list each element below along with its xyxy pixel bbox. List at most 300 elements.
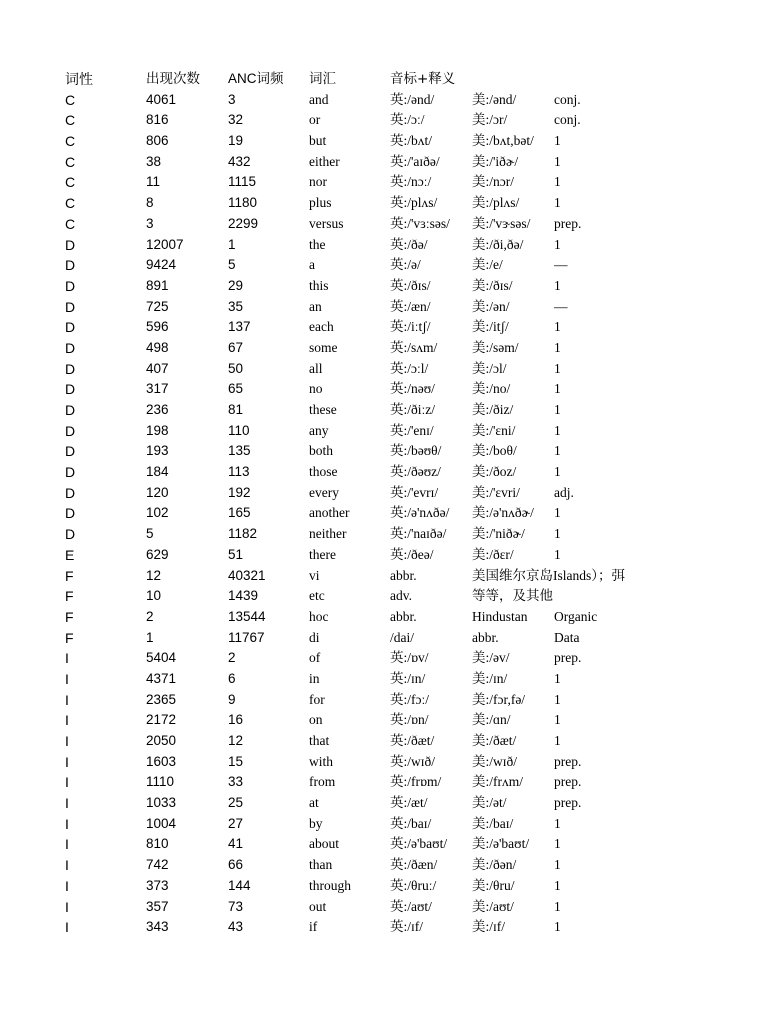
cell-us-phonetic: Hindustan bbox=[472, 608, 528, 624]
cell-pos: I bbox=[65, 670, 69, 687]
cell-uk-phonetic: 英:/'aɪðə/ bbox=[390, 153, 440, 169]
table-row bbox=[65, 379, 725, 400]
table-row bbox=[65, 731, 725, 752]
cell-gloss: — bbox=[554, 298, 568, 314]
cell-pos: I bbox=[65, 877, 69, 894]
cell-gloss: 1 bbox=[554, 236, 561, 252]
cell-anc-rank: 50 bbox=[228, 360, 244, 376]
cell-us-phonetic: 美:/ən/ bbox=[472, 298, 510, 314]
cell-us-phonetic: 美:/ə'baʊt/ bbox=[472, 836, 530, 852]
table-row bbox=[65, 297, 725, 318]
table-row bbox=[65, 566, 725, 587]
cell-us-phonetic: 美:/boθ/ bbox=[472, 443, 517, 459]
table-row bbox=[65, 690, 725, 711]
cell-frequency: 891 bbox=[146, 277, 169, 293]
table-row bbox=[65, 193, 725, 214]
cell-anc-rank: 32 bbox=[228, 112, 244, 128]
cell-gloss: Organic bbox=[554, 608, 598, 624]
cell-us-phonetic: 美:/ɪf/ bbox=[472, 919, 505, 935]
cell-us-phonetic: 美:/ðæt/ bbox=[472, 733, 517, 748]
cell-word: in bbox=[309, 670, 320, 686]
cell-word: those bbox=[309, 464, 338, 480]
cell-gloss: prep. bbox=[554, 795, 582, 811]
cell-frequency: 184 bbox=[146, 464, 169, 480]
cell-uk-phonetic: 英:/frɒm/ bbox=[390, 774, 442, 790]
cell-gloss: 1 bbox=[554, 464, 561, 480]
cell-us-phonetic: 美:/ðɪs/ bbox=[472, 277, 513, 293]
cell-us-phonetic: 美:/ðoz/ bbox=[472, 464, 517, 480]
cell-word: each bbox=[309, 319, 334, 335]
cell-us-phonetic: 美:/e/ bbox=[472, 257, 503, 273]
cell-anc-rank: 113 bbox=[228, 464, 250, 480]
cell-word: but bbox=[309, 133, 327, 149]
cell-anc-rank: 6 bbox=[228, 670, 236, 686]
cell-pos: I bbox=[65, 774, 69, 791]
cell-frequency: 5 bbox=[146, 526, 154, 542]
cell-gloss: conj. bbox=[554, 91, 581, 107]
cell-frequency: 12007 bbox=[146, 236, 184, 252]
cell-us-phonetic: 美:/ðiz/ bbox=[472, 402, 514, 417]
cell-frequency: 2365 bbox=[146, 691, 177, 707]
cell-us-phonetic: 美:/ɔl/ bbox=[472, 360, 507, 376]
table-row bbox=[65, 400, 725, 421]
cell-uk-phonetic: abbr. bbox=[390, 567, 417, 583]
cell-word: this bbox=[309, 277, 329, 293]
table-row bbox=[65, 814, 725, 835]
header-frequency: 出现次数 bbox=[146, 71, 200, 86]
table-row bbox=[65, 255, 725, 276]
cell-us-phonetic: 等等，及其他 bbox=[472, 588, 553, 604]
table-row bbox=[65, 917, 725, 938]
cell-word: no bbox=[309, 381, 323, 397]
table-row bbox=[65, 90, 725, 111]
cell-gloss: 1 bbox=[554, 877, 561, 893]
cell-gloss: 1 bbox=[554, 360, 561, 376]
cell-anc-rank: 5 bbox=[228, 257, 236, 273]
table-row bbox=[65, 152, 725, 173]
cell-us-phonetic: 美:/'iðɚ/ bbox=[472, 153, 519, 169]
cell-anc-rank: 11767 bbox=[228, 629, 265, 645]
cell-us-phonetic: 美:/θru/ bbox=[472, 877, 515, 893]
cell-us-phonetic: 美:/fɔr,fə/ bbox=[472, 691, 526, 707]
cell-pos: C bbox=[65, 112, 76, 129]
table-row bbox=[65, 317, 725, 338]
cell-anc-rank: 51 bbox=[228, 546, 244, 562]
cell-uk-phonetic: 英:/æn/ bbox=[390, 298, 431, 314]
cell-word: nor bbox=[309, 174, 327, 190]
cell-frequency: 12 bbox=[146, 567, 162, 583]
table-row bbox=[65, 897, 725, 918]
table-row bbox=[65, 628, 725, 649]
cell-gloss: 1 bbox=[554, 836, 561, 852]
header-word: 词汇 bbox=[309, 71, 336, 87]
cell-anc-rank: 33 bbox=[228, 774, 244, 790]
cell-us-phonetic: 美:/wɪð/ bbox=[472, 753, 518, 769]
cell-us-phonetic: 美:/ənd/ bbox=[472, 91, 517, 107]
cell-word: at bbox=[309, 795, 319, 811]
cell-uk-phonetic: 英:/ɒv/ bbox=[390, 650, 429, 666]
cell-gloss: prep. bbox=[554, 774, 582, 790]
cell-gloss: 1 bbox=[554, 857, 561, 873]
cell-anc-rank: 1115 bbox=[228, 174, 257, 190]
cell-gloss: 1 bbox=[554, 153, 561, 169]
cell-us-phonetic: 美:/səm/ bbox=[472, 339, 519, 355]
cell-word: for bbox=[309, 691, 325, 707]
cell-word: a bbox=[309, 257, 315, 273]
cell-uk-phonetic: 英:/wɪð/ bbox=[390, 753, 436, 769]
cell-gloss: 1 bbox=[554, 898, 561, 914]
cell-pos: D bbox=[65, 526, 76, 543]
cell-pos: C bbox=[65, 215, 76, 232]
cell-pos: D bbox=[65, 360, 76, 377]
cell-word: these bbox=[309, 402, 337, 417]
cell-pos: D bbox=[65, 257, 76, 274]
cell-gloss: 1 bbox=[554, 546, 561, 562]
cell-uk-phonetic: 英:/æt/ bbox=[390, 795, 428, 811]
cell-word: if bbox=[309, 919, 318, 935]
table-row bbox=[65, 855, 725, 876]
table-row bbox=[65, 648, 725, 669]
cell-frequency: 816 bbox=[146, 112, 169, 128]
cell-anc-rank: 165 bbox=[228, 505, 251, 521]
cell-frequency: 810 bbox=[146, 836, 169, 852]
cell-pos: I bbox=[65, 898, 69, 915]
cell-anc-rank: 27 bbox=[228, 815, 244, 831]
cell-word: vi bbox=[309, 567, 320, 583]
cell-anc-rank: 19 bbox=[228, 133, 244, 149]
cell-uk-phonetic: 英:/aʊt/ bbox=[390, 898, 432, 914]
cell-anc-rank: 2299 bbox=[228, 215, 259, 231]
cell-pos: I bbox=[65, 857, 69, 874]
cell-uk-phonetic: 英:/fɔː/ bbox=[390, 691, 429, 707]
cell-pos: F bbox=[65, 567, 74, 584]
cell-gloss: 1 bbox=[554, 815, 561, 831]
cell-anc-rank: 1 bbox=[228, 236, 236, 252]
cell-gloss: adj. bbox=[554, 484, 574, 500]
cell-word: every bbox=[309, 484, 339, 500]
table-row bbox=[65, 131, 725, 152]
cell-anc-rank: 25 bbox=[228, 795, 244, 811]
cell-uk-phonetic: 英:/ɒn/ bbox=[390, 712, 429, 728]
cell-uk-phonetic: 英:/plʌs/ bbox=[390, 195, 438, 211]
table-row bbox=[65, 710, 725, 731]
cell-frequency: 596 bbox=[146, 319, 169, 335]
cell-us-phonetic: 美:/ðɛr/ bbox=[472, 546, 514, 562]
cell-pos: D bbox=[65, 505, 76, 522]
table-row bbox=[65, 110, 725, 131]
cell-pos: D bbox=[65, 236, 76, 253]
cell-word: any bbox=[309, 422, 329, 438]
cell-word: with bbox=[309, 753, 334, 769]
cell-us-phonetic: 美:/'ɛni/ bbox=[472, 422, 516, 438]
table-row bbox=[65, 834, 725, 855]
cell-anc-rank: 1182 bbox=[228, 526, 258, 542]
table-row bbox=[65, 462, 725, 483]
table-row bbox=[65, 586, 725, 607]
table-row bbox=[65, 421, 725, 442]
cell-us-phonetic: 美:/'vɝsəs/ bbox=[472, 215, 531, 231]
cell-frequency: 317 bbox=[146, 381, 169, 397]
header-pos: 词性 bbox=[65, 71, 93, 87]
cell-anc-rank: 110 bbox=[228, 422, 250, 438]
cell-anc-rank: 35 bbox=[228, 298, 244, 314]
cell-gloss: prep. bbox=[554, 650, 582, 666]
cell-pos: C bbox=[65, 195, 76, 212]
cell-us-phonetic: 美国维尔京岛Islands）；弭 bbox=[472, 567, 625, 583]
header-anc-rank: ANC词频 bbox=[228, 71, 284, 86]
table-body bbox=[65, 90, 725, 938]
cell-uk-phonetic: 英:/ðæt/ bbox=[390, 733, 435, 748]
table-row bbox=[65, 276, 725, 297]
cell-us-phonetic: 美:/ði,ðə/ bbox=[472, 236, 524, 252]
cell-word: on bbox=[309, 712, 323, 728]
cell-uk-phonetic: 英:/ə/ bbox=[390, 257, 421, 273]
cell-anc-rank: 29 bbox=[228, 277, 244, 293]
cell-pos: I bbox=[65, 733, 69, 749]
cell-frequency: 1 bbox=[146, 629, 154, 645]
cell-uk-phonetic: 英:/iːtʃ/ bbox=[390, 319, 431, 335]
cell-gloss: 1 bbox=[554, 505, 561, 521]
cell-gloss: 1 bbox=[554, 381, 561, 397]
table-row bbox=[65, 669, 725, 690]
cell-frequency: 357 bbox=[146, 898, 169, 914]
cell-word: another bbox=[309, 505, 350, 521]
cell-gloss: 1 bbox=[554, 319, 561, 335]
cell-uk-phonetic: 英:/ðɪs/ bbox=[390, 277, 431, 293]
cell-pos: F bbox=[65, 629, 74, 646]
cell-anc-rank: 15 bbox=[228, 753, 244, 769]
cell-frequency: 1110 bbox=[146, 774, 175, 790]
cell-us-phonetic: 美:/no/ bbox=[472, 381, 511, 397]
cell-word: than bbox=[309, 857, 333, 873]
cell-pos: C bbox=[65, 133, 76, 150]
cell-uk-phonetic: 英:/bəʊθ/ bbox=[390, 443, 442, 459]
cell-word: about bbox=[309, 836, 339, 852]
cell-gloss: — bbox=[554, 257, 568, 273]
cell-us-phonetic: abbr. bbox=[472, 629, 499, 645]
header-phonetic: 音标+释义 bbox=[390, 71, 456, 87]
cell-pos: E bbox=[65, 546, 75, 563]
cell-frequency: 742 bbox=[146, 857, 169, 873]
cell-pos: D bbox=[65, 484, 76, 501]
cell-frequency: 4371 bbox=[146, 670, 177, 686]
cell-uk-phonetic: 英:/ɔː/ bbox=[390, 112, 425, 128]
cell-anc-rank: 1180 bbox=[228, 195, 258, 211]
cell-anc-rank: 3 bbox=[228, 91, 236, 107]
cell-gloss: 1 bbox=[554, 526, 561, 542]
cell-us-phonetic: 美:/itʃ/ bbox=[472, 319, 509, 335]
cell-frequency: 193 bbox=[146, 443, 169, 459]
cell-anc-rank: 12 bbox=[228, 733, 244, 748]
cell-gloss: 1 bbox=[554, 195, 561, 211]
cell-frequency: 373 bbox=[146, 877, 169, 893]
cell-us-phonetic: 美:/'ɛvri/ bbox=[472, 484, 520, 500]
cell-uk-phonetic: 英:/'vɜːsəs/ bbox=[390, 215, 450, 231]
cell-word: some bbox=[309, 339, 338, 355]
cell-uk-phonetic: 英:/ɪf/ bbox=[390, 919, 423, 935]
cell-word: that bbox=[309, 733, 330, 748]
cell-word: an bbox=[309, 298, 322, 314]
cell-us-phonetic: 美:/plʌs/ bbox=[472, 195, 520, 211]
cell-word: by bbox=[309, 815, 323, 831]
cell-word: neither bbox=[309, 526, 347, 542]
table-row bbox=[65, 214, 725, 235]
cell-us-phonetic: 美:/bʌt,bət/ bbox=[472, 133, 534, 149]
cell-word: etc bbox=[309, 588, 325, 604]
cell-uk-phonetic: 英:/ə'baʊt/ bbox=[390, 836, 448, 852]
table-row bbox=[65, 876, 725, 897]
cell-uk-phonetic: 英:/baɪ/ bbox=[390, 815, 432, 831]
cell-word: the bbox=[309, 236, 326, 252]
cell-uk-phonetic: abbr. bbox=[390, 608, 417, 624]
cell-anc-rank: 40321 bbox=[228, 567, 266, 583]
cell-anc-rank: 135 bbox=[228, 443, 251, 459]
cell-frequency: 9424 bbox=[146, 257, 177, 273]
cell-pos: D bbox=[65, 443, 76, 460]
cell-us-phonetic: 美:/nɔr/ bbox=[472, 174, 514, 190]
cell-us-phonetic: 美:/ə'nʌðɚ/ bbox=[472, 505, 534, 521]
table-row bbox=[65, 235, 725, 256]
cell-pos: D bbox=[65, 464, 76, 481]
table-row bbox=[65, 524, 725, 545]
cell-us-phonetic: 美:/ɔr/ bbox=[472, 112, 508, 128]
cell-gloss: Data bbox=[554, 629, 580, 645]
cell-frequency: 120 bbox=[146, 484, 169, 500]
cell-gloss: 1 bbox=[554, 670, 561, 686]
cell-anc-rank: 16 bbox=[228, 712, 244, 728]
cell-gloss: prep. bbox=[554, 753, 582, 769]
cell-pos: I bbox=[65, 753, 69, 770]
cell-uk-phonetic: 英:/'naɪðə/ bbox=[390, 526, 447, 542]
cell-frequency: 3 bbox=[146, 215, 154, 231]
cell-frequency: 1603 bbox=[146, 753, 177, 769]
cell-anc-rank: 73 bbox=[228, 898, 244, 914]
cell-pos: D bbox=[65, 298, 76, 315]
cell-uk-phonetic: 英:/ɔːl/ bbox=[390, 360, 429, 376]
table-row bbox=[65, 172, 725, 193]
table-row bbox=[65, 503, 725, 524]
cell-pos: I bbox=[65, 650, 69, 667]
table-row bbox=[65, 359, 725, 380]
cell-word: all bbox=[309, 360, 323, 376]
cell-gloss: 1 bbox=[554, 733, 561, 748]
cell-word: through bbox=[309, 877, 351, 893]
cell-uk-phonetic: /dai/ bbox=[390, 629, 414, 645]
cell-word: versus bbox=[309, 215, 344, 231]
cell-frequency: 11 bbox=[146, 174, 161, 190]
cell-anc-rank: 43 bbox=[228, 919, 244, 935]
cell-gloss: 1 bbox=[554, 691, 561, 707]
cell-word: from bbox=[309, 774, 336, 790]
cell-us-phonetic: 美:/baɪ/ bbox=[472, 815, 514, 831]
cell-uk-phonetic: 英:/ðæn/ bbox=[390, 857, 438, 873]
cell-pos: I bbox=[65, 691, 69, 708]
cell-frequency: 236 bbox=[146, 402, 169, 417]
cell-uk-phonetic: 英:/bʌt/ bbox=[390, 133, 433, 149]
cell-us-phonetic: 美:/ðən/ bbox=[472, 857, 517, 873]
table-row bbox=[65, 607, 725, 628]
cell-pos: F bbox=[65, 608, 74, 625]
cell-pos: C bbox=[65, 91, 76, 108]
cell-frequency: 8 bbox=[146, 195, 154, 211]
cell-anc-rank: 13544 bbox=[228, 608, 266, 624]
table-row bbox=[65, 545, 725, 566]
cell-frequency: 725 bbox=[146, 298, 169, 314]
cell-anc-rank: 81 bbox=[228, 402, 244, 417]
cell-frequency: 102 bbox=[146, 505, 169, 521]
cell-frequency: 2050 bbox=[146, 733, 177, 748]
cell-pos: I bbox=[65, 836, 69, 853]
cell-word: plus bbox=[309, 195, 332, 211]
cell-gloss: 1 bbox=[554, 712, 561, 728]
cell-word: out bbox=[309, 898, 327, 914]
cell-word: there bbox=[309, 546, 336, 562]
cell-us-phonetic: 美:/aʊt/ bbox=[472, 898, 514, 914]
table-row bbox=[65, 338, 725, 359]
cell-us-phonetic: 美:/'niðɚ/ bbox=[472, 526, 525, 542]
table-row bbox=[65, 483, 725, 504]
cell-frequency: 1004 bbox=[146, 815, 177, 831]
cell-frequency: 498 bbox=[146, 339, 169, 355]
cell-uk-phonetic: 英:/ðə/ bbox=[390, 236, 428, 252]
cell-word: of bbox=[309, 650, 321, 666]
cell-anc-rank: 2 bbox=[228, 650, 236, 666]
cell-anc-rank: 67 bbox=[228, 339, 244, 355]
cell-pos: I bbox=[65, 795, 69, 812]
table-row bbox=[65, 441, 725, 462]
cell-anc-rank: 66 bbox=[228, 857, 244, 873]
cell-uk-phonetic: 英:/ðəʊz/ bbox=[390, 464, 441, 480]
cell-uk-phonetic: 英:/nɔː/ bbox=[390, 174, 432, 190]
cell-word: or bbox=[309, 112, 321, 128]
cell-frequency: 5404 bbox=[146, 650, 177, 666]
cell-frequency: 806 bbox=[146, 133, 169, 149]
cell-anc-rank: 1439 bbox=[228, 588, 259, 604]
cell-uk-phonetic: 英:/θruː/ bbox=[390, 877, 437, 893]
cell-gloss: 1 bbox=[554, 422, 561, 438]
cell-pos: D bbox=[65, 277, 76, 294]
cell-uk-phonetic: 英:/nəʊ/ bbox=[390, 381, 435, 397]
cell-gloss: 1 bbox=[554, 339, 561, 355]
vocabulary-table bbox=[65, 69, 725, 938]
cell-anc-rank: 9 bbox=[228, 691, 236, 707]
cell-uk-phonetic: 英:/ə'nʌðə/ bbox=[390, 505, 450, 521]
cell-pos: F bbox=[65, 588, 74, 605]
cell-gloss: 1 bbox=[554, 133, 561, 149]
table-row bbox=[65, 772, 725, 793]
cell-pos: D bbox=[65, 381, 76, 398]
cell-anc-rank: 192 bbox=[228, 484, 251, 500]
cell-uk-phonetic: 英:/sʌm/ bbox=[390, 339, 438, 355]
cell-uk-phonetic: 英:/ɪn/ bbox=[390, 670, 426, 686]
cell-pos: D bbox=[65, 319, 76, 336]
cell-gloss: 1 bbox=[554, 443, 561, 459]
cell-frequency: 343 bbox=[146, 919, 169, 935]
cell-pos: I bbox=[65, 919, 69, 936]
cell-us-phonetic: 美:/ɪn/ bbox=[472, 670, 508, 686]
cell-uk-phonetic: 英:/'evrɪ/ bbox=[390, 484, 439, 500]
cell-frequency: 198 bbox=[146, 422, 169, 438]
cell-uk-phonetic: 英:/ðeə/ bbox=[390, 546, 434, 562]
cell-frequency: 10 bbox=[146, 588, 162, 604]
cell-gloss: 1 bbox=[554, 174, 561, 190]
cell-word: di bbox=[309, 629, 320, 645]
cell-us-phonetic: 美:/ɑn/ bbox=[472, 712, 511, 728]
cell-word: either bbox=[309, 153, 340, 169]
cell-anc-rank: 65 bbox=[228, 381, 244, 397]
cell-anc-rank: 144 bbox=[228, 877, 251, 893]
table-header-row bbox=[65, 69, 725, 90]
